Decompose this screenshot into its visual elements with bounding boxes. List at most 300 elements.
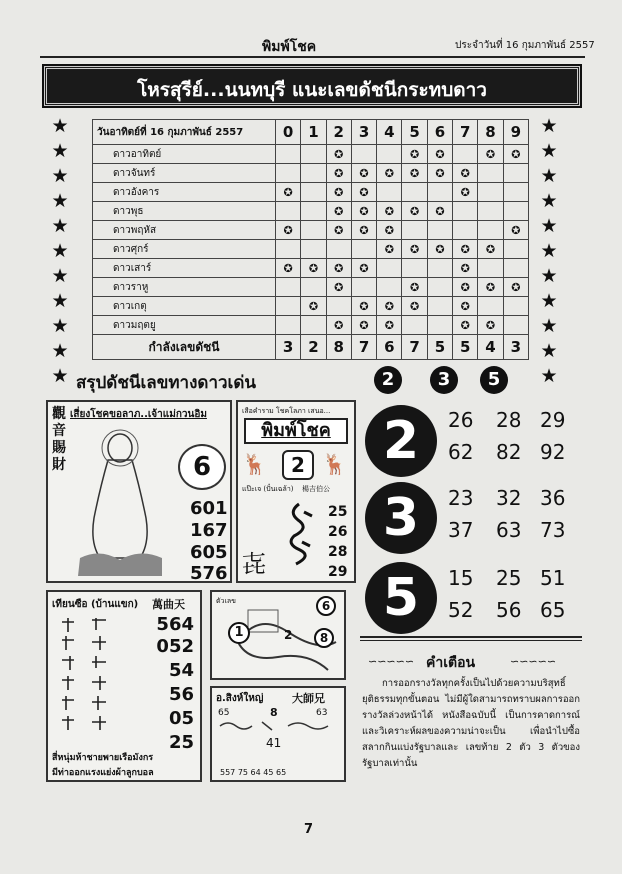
singh-yai-scribble — [218, 718, 342, 732]
table-cell — [402, 297, 427, 316]
table-cell — [453, 221, 478, 240]
table-cell — [351, 259, 376, 278]
table-cell — [427, 278, 452, 297]
dragon-digit: 1 — [228, 622, 250, 644]
guanyin-number: 167 — [190, 520, 228, 541]
singh-yai-title: อ.สิงห์ใหญ่ — [216, 693, 264, 704]
star-icon: ✪ — [283, 261, 293, 275]
planet-label: ดาวอังคาร — [93, 183, 276, 202]
dragon-digit: 8 — [314, 628, 334, 648]
table-cell — [453, 145, 478, 164]
dragon-title: ตัวเลข — [216, 597, 236, 605]
table-cell — [276, 259, 301, 278]
star-icon: ✪ — [359, 185, 369, 199]
page-number: 7 — [304, 822, 314, 837]
pimchok-caption: เสือคำราม โชคโลภา เสนอ... — [242, 407, 331, 415]
singh-yai-number: 8 — [270, 706, 278, 719]
digit-header: 6 — [427, 120, 452, 145]
tiansue-title: เทียนซือ (บ้านแขก) — [52, 599, 139, 610]
guanyin-chinese: 觀音賜財 — [52, 406, 66, 473]
group-number: 92 — [540, 440, 566, 464]
star-icon: ✪ — [384, 204, 394, 218]
table-cell — [377, 278, 402, 297]
table-cell — [377, 240, 402, 259]
table-cell — [301, 183, 326, 202]
star-icon: ★ — [540, 340, 558, 362]
table-cell — [453, 259, 478, 278]
table-cell — [478, 221, 503, 240]
group-digit-circle: 5 — [365, 562, 437, 634]
group-number: 28 — [496, 408, 522, 432]
singh-yai-box — [210, 686, 346, 782]
group-number: 25 — [496, 566, 522, 590]
star-icon: ✪ — [435, 147, 445, 161]
planet-label: ดาวพุธ — [93, 202, 276, 221]
star-icon: ✪ — [410, 242, 420, 256]
group-number: 63 — [496, 518, 522, 542]
table-cell — [427, 316, 452, 335]
group-number: 32 — [496, 486, 522, 510]
star-icon: ★ — [51, 290, 69, 312]
table-row — [93, 164, 529, 183]
star-icon: ✪ — [410, 280, 420, 294]
star-icon: ✪ — [359, 299, 369, 313]
table-cell — [377, 145, 402, 164]
star-icon: ★ — [51, 315, 69, 337]
table-cell — [478, 145, 503, 164]
star-icon: ✪ — [511, 147, 521, 161]
guanyin-digit: 6 — [192, 452, 212, 482]
star-icon: ★ — [540, 190, 558, 212]
table-cell — [427, 297, 452, 316]
table-cell — [402, 316, 427, 335]
table-cell — [351, 202, 376, 221]
star-icon: ✪ — [334, 185, 344, 199]
star-icon: ✪ — [485, 280, 496, 294]
guanyin-title: เสี่ยงโชคขอลาภ..เจ้าแม่กวนอิม — [70, 409, 207, 420]
singh-yai-chinese: 大師兄 — [292, 692, 325, 705]
guanyin-illustration — [70, 428, 170, 578]
table-cell — [453, 164, 478, 183]
pimchok-digit: 2 — [282, 450, 314, 480]
deer-icon: 🦌 — [242, 452, 267, 476]
table-cell — [351, 183, 376, 202]
table-cell — [503, 183, 528, 202]
left-star-column — [50, 117, 70, 392]
table-cell — [351, 278, 376, 297]
star-icon: ✪ — [485, 242, 496, 256]
warning-title: คำเตือน — [426, 655, 476, 671]
group-number: 37 — [448, 518, 474, 542]
table-cell — [276, 278, 301, 297]
tiansue-number: 05 — [168, 708, 194, 729]
pimchok-sub: แป๊ะเจ (ปั๋นเฉล้า) — [242, 485, 294, 493]
star-icon: ✪ — [460, 261, 470, 275]
star-icon: ✪ — [460, 318, 470, 332]
table-cell — [301, 240, 326, 259]
total-value: 8 — [326, 335, 351, 360]
star-icon: ✪ — [460, 166, 470, 180]
singh-yai-number: 63 — [316, 708, 328, 718]
planet-label: ดาวจันทร์ — [93, 164, 276, 183]
table-cell — [326, 316, 351, 335]
table-cell — [402, 240, 427, 259]
star-icon: ★ — [51, 140, 69, 162]
star-icon: ★ — [540, 140, 558, 162]
tiansue-number: 564 — [156, 614, 194, 635]
star-icon: ✪ — [460, 185, 470, 199]
star-icon: ✪ — [460, 242, 470, 256]
star-icon: ✪ — [384, 299, 394, 313]
summary-title: สรุปดัชนีเลขทางดาวเด่น — [76, 373, 257, 393]
table-cell — [326, 278, 351, 297]
group-number: 73 — [540, 518, 566, 542]
group-number: 62 — [448, 440, 474, 464]
table-cell — [402, 221, 427, 240]
planet-label: ดาวพฤหัส — [93, 221, 276, 240]
planet-label: ดาวเกตุ — [93, 297, 276, 316]
table-cell — [377, 259, 402, 278]
table-cell — [427, 145, 452, 164]
star-icon: ✪ — [435, 204, 445, 218]
table-cell — [478, 240, 503, 259]
table-cell — [402, 259, 427, 278]
star-icon: ✪ — [334, 147, 344, 161]
warning-divider — [360, 640, 582, 641]
dragon-box — [210, 590, 346, 680]
planet-label: ดาวราหู — [93, 278, 276, 297]
star-icon: ✪ — [460, 280, 470, 294]
dragon-digit: 6 — [316, 596, 336, 616]
star-icon: ✪ — [485, 147, 496, 161]
star-icon: ✪ — [359, 261, 369, 275]
table-cell — [351, 297, 376, 316]
table-cell — [326, 145, 351, 164]
guanyin-number: 576 — [190, 563, 228, 584]
total-label: กำลังเลขดัชนี — [93, 335, 276, 360]
total-value: 3 — [503, 335, 528, 360]
digit-header: 2 — [326, 120, 351, 145]
star-icon: ✪ — [410, 299, 420, 313]
star-icon: ✪ — [511, 280, 521, 294]
table-row — [93, 221, 529, 240]
table-cell — [478, 259, 503, 278]
table-cell — [377, 297, 402, 316]
star-icon: ✪ — [384, 166, 394, 180]
table-cell — [276, 297, 301, 316]
planet-label: ดาวศุกร์ — [93, 240, 276, 259]
star-icon: ✪ — [334, 280, 344, 294]
pimchok-number: 29 — [328, 564, 348, 580]
star-icon: ✪ — [384, 318, 394, 332]
table-cell — [503, 202, 528, 221]
digit-header: 3 — [351, 120, 376, 145]
table-cell — [377, 221, 402, 240]
table-cell — [301, 164, 326, 183]
guanyin-digit-badge — [178, 444, 226, 490]
table-cell — [503, 240, 528, 259]
group-number: 36 — [540, 486, 566, 510]
table-cell — [402, 183, 427, 202]
header-divider — [40, 56, 585, 58]
table-cell — [326, 164, 351, 183]
star-icon: ★ — [51, 265, 69, 287]
table-cell — [503, 316, 528, 335]
group-number: 56 — [496, 598, 522, 622]
star-icon: ★ — [51, 215, 69, 237]
summary-digit-circle: 2 — [374, 366, 402, 394]
table-cell — [453, 183, 478, 202]
table-cell — [377, 202, 402, 221]
deer-icon: 🦌 — [322, 452, 347, 476]
headline-text: โหรสุรีย์...นนทบุรี แนะเลขดัชนีกระทบดาว — [137, 79, 487, 101]
table-cell — [301, 316, 326, 335]
guanyin-number: 605 — [190, 542, 228, 563]
star-icon: ✪ — [359, 166, 369, 180]
star-icon: ★ — [540, 240, 558, 262]
table-cell — [478, 183, 503, 202]
tiansue-footer: มีท่าออกแรงแย่งผ้าลูกบอล — [52, 768, 154, 778]
table-cell — [351, 316, 376, 335]
table-cell — [326, 297, 351, 316]
planet-label: ดาวเสาร์ — [93, 259, 276, 278]
warning-ornament-right: ∽∽∽∽∽ — [510, 655, 557, 668]
table-cell — [377, 183, 402, 202]
tiansue-footer: สี่หนุ่มห้าชายพายเรือมังกร — [52, 753, 154, 763]
star-icon: ✪ — [334, 204, 344, 218]
star-icon: ✪ — [359, 204, 369, 218]
total-value: 5 — [453, 335, 478, 360]
star-icon: ★ — [51, 340, 69, 362]
table-cell — [478, 316, 503, 335]
table-cell — [427, 202, 452, 221]
warning-divider — [360, 636, 582, 638]
planet-label: ดาวอาทิตย์ — [93, 145, 276, 164]
table-cell — [276, 221, 301, 240]
table-cell — [301, 297, 326, 316]
table-cell — [427, 240, 452, 259]
calligraphy-icon — [284, 502, 314, 572]
pimchok-logo: พิมพ์โชค — [244, 418, 348, 444]
page-title: พิมพ์โชค — [262, 39, 317, 55]
table-cell — [453, 240, 478, 259]
table-row — [93, 259, 529, 278]
total-value: 6 — [377, 335, 402, 360]
star-icon: ✪ — [435, 242, 445, 256]
star-icon: ★ — [540, 315, 558, 337]
star-icon: ★ — [51, 240, 69, 262]
tiansue-number: 25 — [168, 732, 194, 753]
tiansue-number: 56 — [168, 684, 194, 705]
total-value: 3 — [276, 335, 301, 360]
digit-header: 5 — [402, 120, 427, 145]
star-icon: ✪ — [334, 261, 344, 275]
total-value: 4 — [478, 335, 503, 360]
star-icon: ✪ — [283, 223, 293, 237]
star-icon: ★ — [51, 115, 69, 137]
star-icon: ✪ — [410, 166, 420, 180]
dragon-digit: 2 — [284, 628, 293, 642]
group-number: 23 — [448, 486, 474, 510]
warning-text: การออกรางวัลทุกครั้งเป็นไปด้วยความบริสุทธิ์ยุติธรรมทุกขั้นตอน ไม่มีผู้ใดสามารถทราบผลการออกรางวัลล่วงหน้าได้ หนังสือฉบับนี้ เป็นการคาดการณ์ และวิเคราะห์ผลของความน่าจะเป็น เพื่อนำไปซื้อสลากกินแบ่งรัฐบาลและ เลขท้าย 2 ตัว 3 ตัวของรัฐบาลเท่านั้น — [362, 678, 580, 769]
table-cell — [276, 316, 301, 335]
table-cell — [276, 240, 301, 259]
digit-header: 1 — [301, 120, 326, 145]
table-cell — [301, 259, 326, 278]
singh-yai-bottom: 557 75 64 45 65 — [220, 768, 287, 777]
table-cell — [276, 164, 301, 183]
table-cell — [402, 202, 427, 221]
table-row — [93, 183, 529, 202]
table-cell — [427, 183, 452, 202]
issue-date: ประจำวันที่ 16 กุมภาพันธ์ 2557 — [455, 40, 595, 51]
digit-header: 0 — [276, 120, 301, 145]
table-cell — [326, 259, 351, 278]
group-number: 51 — [540, 566, 566, 590]
table-cell — [326, 202, 351, 221]
total-value: 7 — [402, 335, 427, 360]
table-cell — [301, 202, 326, 221]
pimchok-chinese: 楊吉伯公 — [302, 485, 330, 493]
table-cell — [453, 202, 478, 221]
table-cell — [478, 202, 503, 221]
table-cell — [453, 297, 478, 316]
star-icon: ✪ — [359, 223, 369, 237]
table-cell — [377, 316, 402, 335]
pimchok-number: 25 — [328, 504, 348, 520]
star-icon: ★ — [540, 215, 558, 237]
summary-digit-circle: 3 — [430, 366, 458, 394]
chinese-poem-icon — [56, 616, 116, 744]
planet-label: ดาวมฤตยู — [93, 316, 276, 335]
planet-index-table — [92, 119, 529, 360]
group-number: 29 — [540, 408, 566, 432]
star-icon: ✪ — [410, 147, 420, 161]
group-digit-circle: 3 — [365, 482, 437, 554]
tiansue-number: 052 — [156, 636, 194, 657]
table-cell — [453, 278, 478, 297]
table-cell — [276, 202, 301, 221]
table-row — [93, 278, 529, 297]
star-icon: ✪ — [334, 318, 344, 332]
star-icon: ★ — [540, 365, 558, 387]
table-cell — [402, 278, 427, 297]
pimchok-number: 28 — [328, 544, 348, 560]
group-number: 82 — [496, 440, 522, 464]
star-icon: ★ — [51, 165, 69, 187]
tiansue-box — [46, 590, 202, 782]
digit-header: 7 — [453, 120, 478, 145]
total-value: 5 — [427, 335, 452, 360]
table-cell — [351, 164, 376, 183]
table-cell — [427, 221, 452, 240]
table-cell — [301, 278, 326, 297]
table-cell — [326, 183, 351, 202]
pimchok-number: 26 — [328, 524, 348, 540]
table-cell — [351, 145, 376, 164]
group-number: 26 — [448, 408, 474, 432]
table-cell — [276, 145, 301, 164]
star-icon: ✪ — [308, 299, 319, 313]
headline-banner — [44, 66, 580, 106]
table-cell — [301, 145, 326, 164]
table-cell — [503, 297, 528, 316]
table-cell — [427, 259, 452, 278]
star-icon: ✪ — [359, 318, 369, 332]
star-icon: ✪ — [460, 299, 470, 313]
group-digit-circle: 2 — [365, 405, 437, 477]
table-date-label: วันอาทิตย์ที่ 16 กุมภาพันธ์ 2557 — [93, 120, 276, 145]
table-cell — [326, 221, 351, 240]
star-icon: ✪ — [283, 185, 293, 199]
star-icon: ★ — [540, 265, 558, 287]
star-icon: ✪ — [384, 223, 394, 237]
star-icon: ✪ — [308, 261, 319, 275]
table-cell — [478, 297, 503, 316]
star-icon: ★ — [540, 290, 558, 312]
table-cell — [478, 164, 503, 183]
star-icon: ✪ — [384, 242, 394, 256]
guanyin-box — [46, 400, 232, 583]
table-cell — [326, 240, 351, 259]
table-row — [93, 145, 529, 164]
digit-header: 8 — [478, 120, 503, 145]
table-cell — [377, 164, 402, 183]
table-cell — [402, 164, 427, 183]
table-cell — [402, 145, 427, 164]
group-number: 65 — [540, 598, 566, 622]
table-cell — [503, 145, 528, 164]
singh-yai-mid: 41 — [266, 736, 282, 750]
table-row — [93, 316, 529, 335]
table-cell — [478, 278, 503, 297]
digit-header: 4 — [377, 120, 402, 145]
table-cell — [301, 221, 326, 240]
star-icon: ✪ — [511, 223, 521, 237]
total-value: 2 — [301, 335, 326, 360]
star-icon: ★ — [51, 365, 69, 387]
table-cell — [453, 316, 478, 335]
pimchok-box — [236, 400, 356, 583]
table-cell — [276, 183, 301, 202]
summary-digit-circle: 5 — [480, 366, 508, 394]
star-icon: ✪ — [435, 166, 445, 180]
table-cell — [427, 164, 452, 183]
singh-yai-number: 65 — [218, 708, 230, 718]
table-cell — [503, 278, 528, 297]
star-icon: ✪ — [410, 204, 420, 218]
group-number: 52 — [448, 598, 474, 622]
star-icon: ✪ — [485, 318, 496, 332]
table-row — [93, 202, 529, 221]
guanyin-number: 601 — [190, 498, 228, 519]
warning-ornament-left: ∽∽∽∽∽ — [368, 655, 415, 668]
digit-header: 9 — [503, 120, 528, 145]
table-cell — [351, 240, 376, 259]
table-cell — [351, 221, 376, 240]
total-value: 7 — [351, 335, 376, 360]
star-icon: ✪ — [334, 223, 344, 237]
right-star-column — [539, 117, 559, 392]
table-cell — [503, 164, 528, 183]
tiansue-chinese: 萬曲天 — [152, 598, 185, 611]
star-icon: ★ — [51, 190, 69, 212]
star-icon: ★ — [540, 165, 558, 187]
group-number: 15 — [448, 566, 474, 590]
tiansue-number: 54 — [168, 660, 194, 681]
star-icon: ✪ — [334, 166, 344, 180]
table-row — [93, 297, 529, 316]
